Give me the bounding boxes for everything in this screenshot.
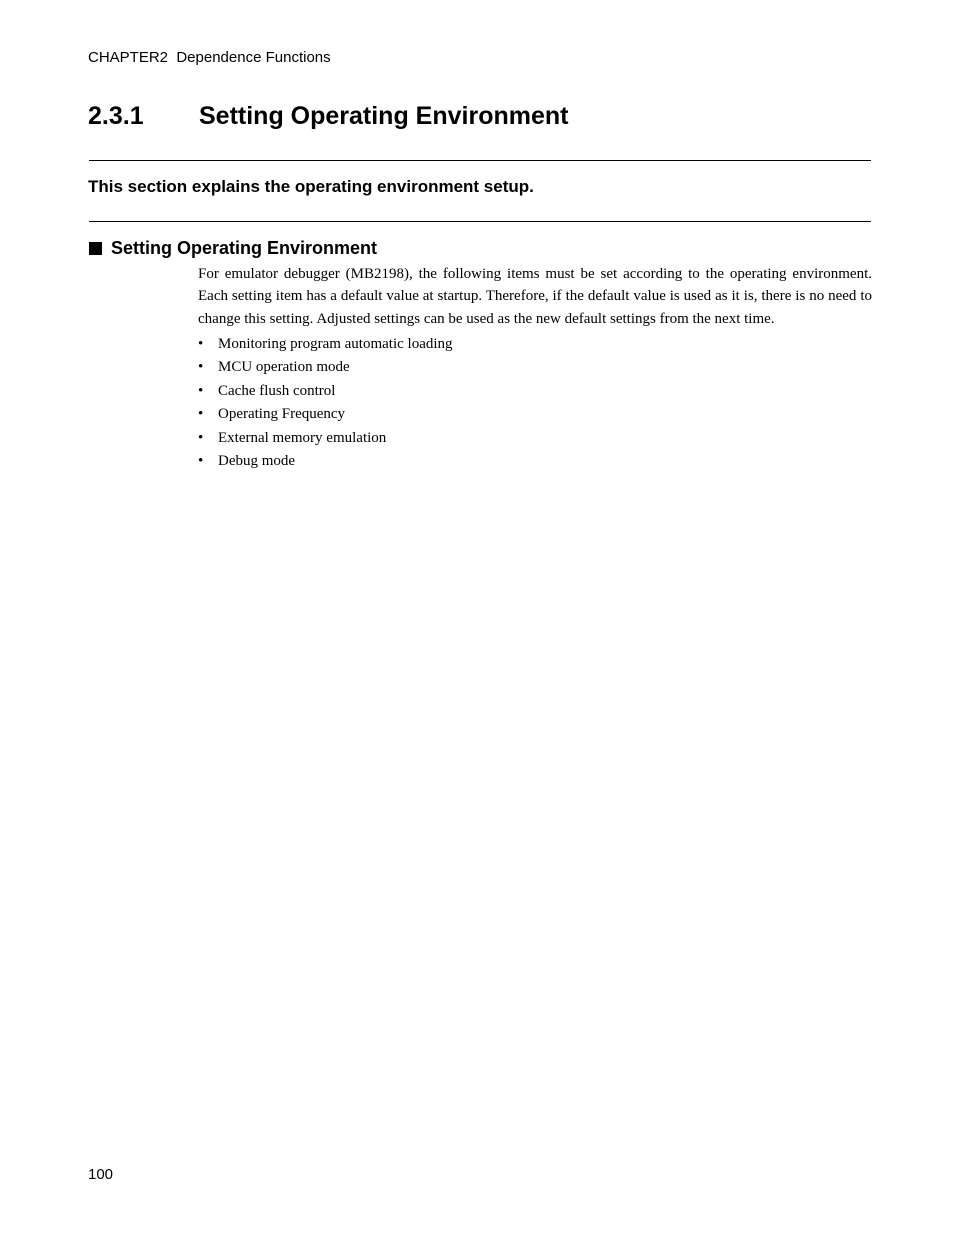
subsection-heading [88, 238, 377, 259]
body-paragraph: For emulator debugger (MB2198), the following items must be set according to the operating environment. Each setting item has a default value at startup. Therefore, if the default value is used as it is, there is no need to change this setting. Adjusted settings can be used as the new default settings from the next time. [198, 266, 872, 327]
section-number: 2.3.1 [88, 102, 144, 130]
list-item-text: Cache flush control [218, 382, 336, 399]
list-item-text: Monitoring program automatic loading [218, 336, 453, 352]
settings-list [198, 333, 453, 473]
bullet-icon: • [198, 359, 204, 376]
section-summary: This section explains the operating environment setup. [88, 177, 534, 196]
filled-square-icon [89, 242, 102, 255]
top-divider [89, 160, 871, 161]
list-item [198, 356, 453, 379]
list-item-text: External memory emulation [218, 429, 387, 446]
list-item [198, 380, 453, 403]
section-heading [88, 102, 568, 131]
bullet-icon: • [198, 452, 204, 469]
running-header: CHAPTER2 Dependence Functions [88, 49, 331, 66]
list-item [198, 450, 453, 473]
list-item-text: Debug mode [218, 452, 296, 469]
bullet-icon: • [198, 382, 204, 399]
list-item [198, 427, 453, 450]
list-item [198, 403, 453, 426]
list-item-text: Operating Frequency [218, 406, 346, 423]
bottom-divider [89, 221, 871, 222]
list-item [198, 333, 453, 356]
list-item-text: MCU operation mode [218, 359, 350, 376]
bullet-icon: • [198, 429, 204, 446]
subsection-title: Setting Operating Environment [111, 238, 378, 258]
section-title: Setting Operating Environment [199, 102, 569, 130]
page-number: 100 [88, 1166, 114, 1183]
bullet-icon: • [198, 336, 204, 352]
bullet-icon: • [198, 406, 204, 423]
